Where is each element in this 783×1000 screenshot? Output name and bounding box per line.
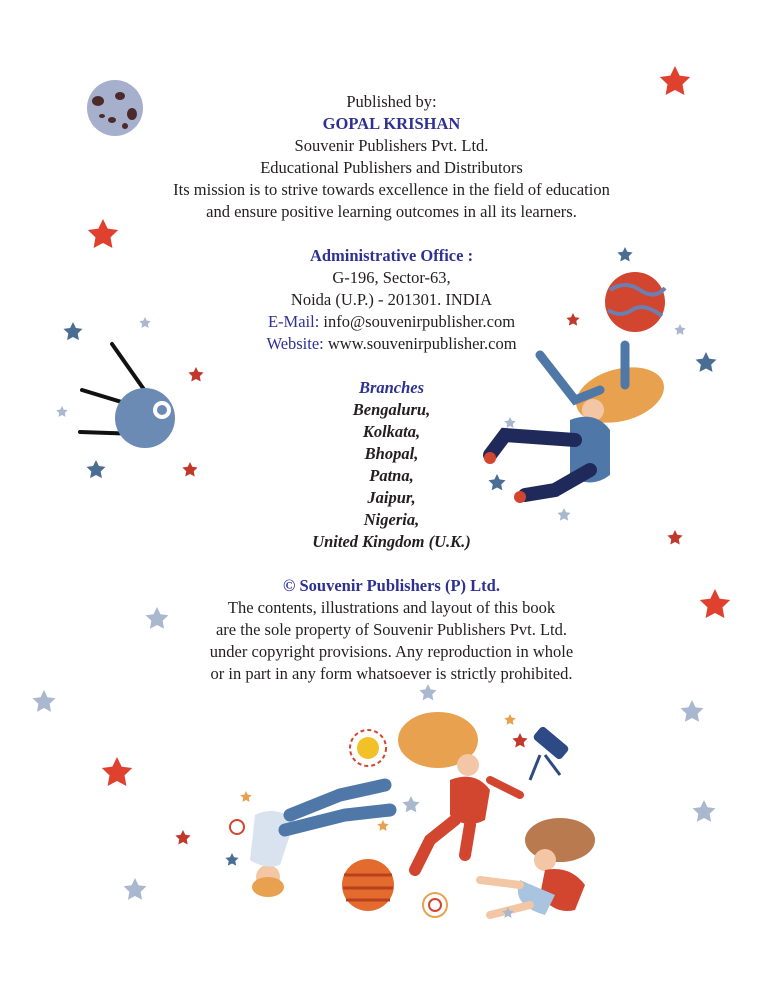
branches-section (0, 377, 783, 553)
email-line (0, 311, 783, 333)
website-label: Website: (266, 334, 324, 353)
email-label: E-Mail: (267, 312, 320, 331)
office-address-line-1: G-196, Sector-63, (332, 268, 451, 287)
copyright-line-1: The contents, illustrations and layout of this book (227, 598, 556, 617)
company-name: Souvenir Publishers Pvt. Ltd. (294, 136, 489, 155)
floating-people-group-icon (230, 712, 595, 917)
branch-item: Bhopal, (364, 444, 419, 463)
copyright-line-3: under copyright provisions. Any reproduction in whole (209, 642, 574, 661)
branch-item: Jaipur, (367, 488, 416, 507)
publisher-section (0, 91, 783, 223)
copyright-heading: © Souvenir Publishers (P) Ltd. (283, 576, 500, 595)
website-line (0, 333, 783, 355)
branch-item: Patna, (369, 466, 414, 485)
mission-line-1: Its mission is to strive towards excellence in the field of education (173, 180, 610, 199)
office-address-line-2: Noida (U.P.) - 201301. INDIA (290, 290, 493, 309)
copyright-line-2: are the sole property of Souvenir Publishers Pvt. Ltd. (215, 620, 568, 639)
branch-item: United Kingdom (U.K.) (312, 532, 471, 551)
branch-item: Nigeria, (363, 510, 420, 529)
published-by-label: Published by: (346, 92, 437, 111)
branch-item: Kolkata, (362, 422, 421, 441)
branch-item: Bengaluru, (352, 400, 431, 419)
branches-heading: Branches (358, 378, 425, 397)
office-section (0, 245, 783, 355)
mission-line-2: and ensure positive learning outcomes in all its learners. (206, 202, 577, 221)
copyright-section (0, 575, 783, 685)
website-link[interactable]: www.souvenirpublisher.com (327, 334, 517, 353)
company-tagline: Educational Publishers and Distributors (260, 158, 523, 177)
office-heading: Administrative Office : (309, 246, 474, 265)
email-link[interactable]: info@souvenirpublisher.com (323, 312, 516, 331)
copyright-line-4: or in part in any form whatsoever is strictly prohibited. (210, 664, 573, 683)
publisher-name: GOPAL KRISHAN (322, 114, 461, 133)
